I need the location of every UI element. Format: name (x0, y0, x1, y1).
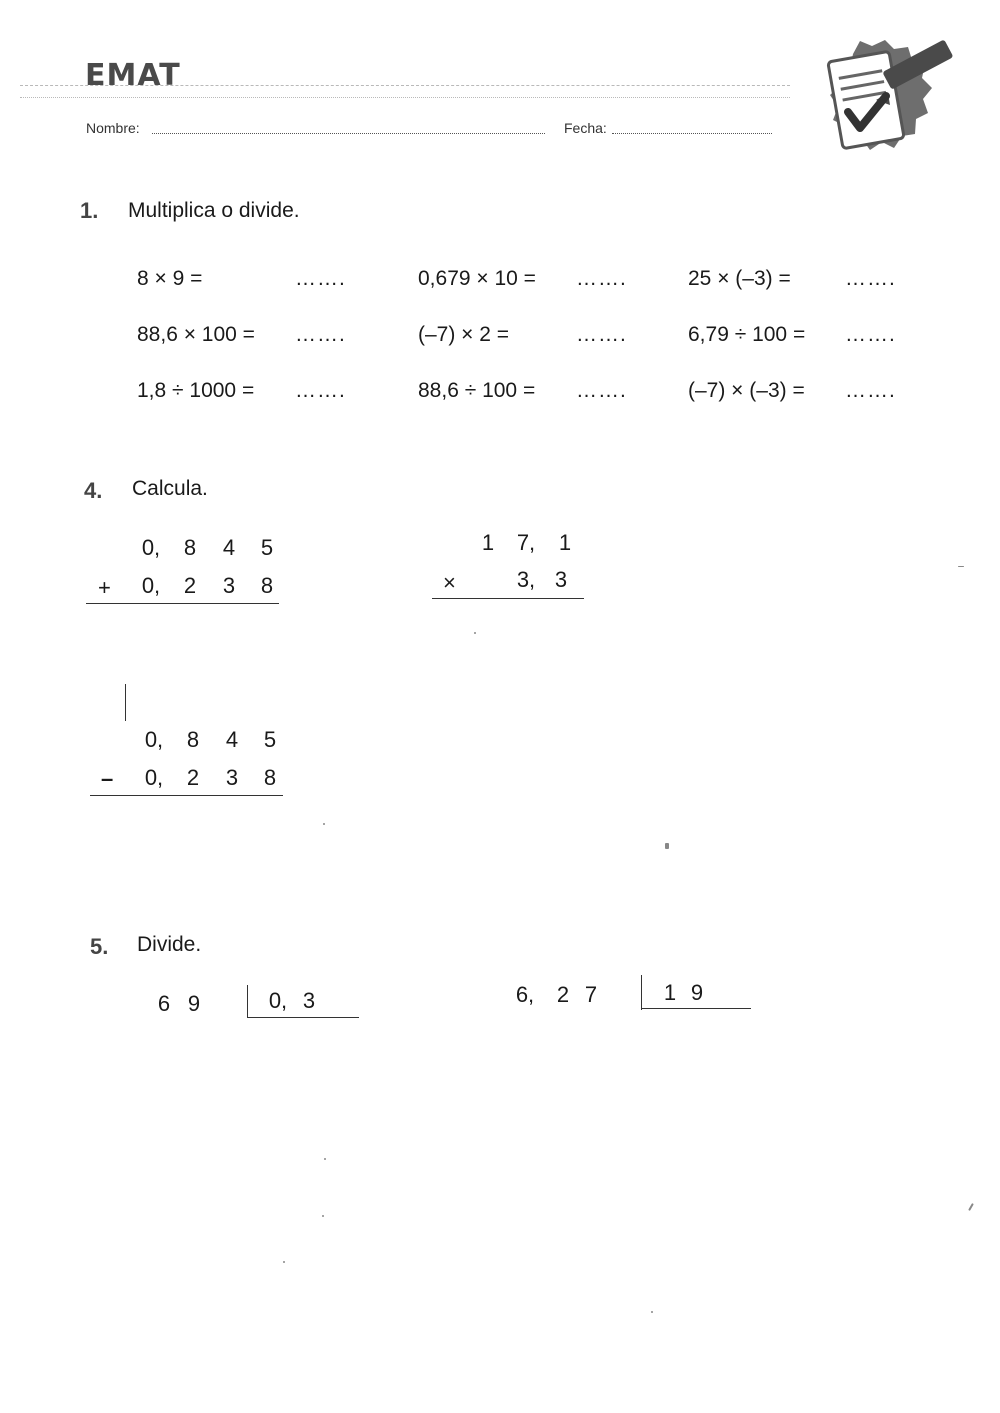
ex1-answer-blank[interactable]: ……. (295, 323, 346, 346)
header-divider-bottom (20, 97, 790, 98)
subtraction-bottom-row: 0, 2 3 8 (144, 765, 277, 790)
scan-speck (324, 1158, 326, 1160)
ex1-answer-blank[interactable]: ……. (576, 323, 627, 346)
multiplication-bottom-row: 3, 3 (516, 567, 568, 592)
scan-speck (665, 843, 669, 849)
exercise-5-title: Divide. (137, 933, 202, 956)
division2-bracket-horizontal (641, 1008, 751, 1009)
addition-operator: + (98, 575, 111, 600)
addition-top-row: 0, 8 4 5 (141, 535, 274, 560)
ex1-answer-blank[interactable]: ……. (576, 267, 627, 290)
emat-logo: EMAT (85, 58, 181, 93)
scan-speck (958, 566, 964, 567)
checklist-pencil-icon (790, 38, 980, 173)
multiplication-result-line (432, 598, 584, 599)
header-divider-top (20, 85, 790, 86)
exercise-4-title: Calcula. (132, 477, 208, 500)
name-field[interactable] (152, 133, 545, 134)
ex1-answer-blank[interactable]: ……. (576, 379, 627, 402)
ex1-expression: 0,679 × 10 = (418, 267, 536, 290)
scan-speck (474, 632, 476, 634)
ex1-answer-blank[interactable]: ……. (845, 267, 896, 290)
scan-speck (651, 1311, 653, 1313)
exercise-1-number: 1. (80, 198, 99, 223)
division1-bracket-vertical (247, 985, 248, 1018)
scan-speck (323, 823, 325, 825)
scan-speck (283, 1261, 285, 1263)
stray-pen-mark (125, 684, 126, 721)
addition-result-line (86, 603, 279, 604)
ex1-expression: 25 × (–3) = (688, 267, 791, 290)
multiplication-operator: × (443, 570, 456, 595)
ex1-expression: 1,8 ÷ 1000 = (137, 379, 255, 402)
exercise-5-number: 5. (90, 934, 109, 959)
ex1-answer-blank[interactable]: ……. (295, 267, 346, 290)
exercise-1-title: Multiplica o divide. (128, 199, 300, 222)
ex1-answer-blank[interactable]: ……. (845, 323, 896, 346)
ex1-expression: 6,79 ÷ 100 = (688, 323, 806, 346)
division1-dividend: 6 9 (157, 991, 201, 1016)
addition-bottom-row: 0, 2 3 8 (141, 573, 274, 598)
date-label: Fecha: (564, 120, 607, 136)
multiplication-top-row: 1 7, 1 (481, 530, 572, 555)
date-field[interactable] (612, 133, 772, 134)
name-label: Nombre: (86, 120, 140, 136)
division1-bracket-horizontal (247, 1017, 359, 1018)
exercise-4-number: 4. (84, 478, 103, 503)
scan-speck (968, 1203, 974, 1211)
subtraction-operator: – (101, 766, 114, 791)
division2-divisor: 1 9 (663, 980, 704, 1005)
ex1-expression: 88,6 ÷ 100 = (418, 379, 536, 402)
ex1-expression: 8 × 9 = (137, 267, 203, 290)
division1-divisor: 0, 3 (268, 988, 316, 1013)
ex1-answer-blank[interactable]: ……. (845, 379, 896, 402)
subtraction-result-line (90, 795, 283, 796)
ex1-answer-blank[interactable]: ……. (295, 379, 346, 402)
division2-dividend: 6, 2 7 (515, 982, 598, 1007)
ex1-expression: (–7) × 2 = (418, 323, 510, 346)
division2-bracket-vertical (641, 975, 642, 1010)
subtraction-top-row: 0, 8 4 5 (144, 727, 277, 752)
scan-speck (322, 1215, 324, 1217)
ex1-expression: 88,6 × 100 = (137, 323, 255, 346)
ex1-expression: (–7) × (–3) = (688, 379, 805, 402)
